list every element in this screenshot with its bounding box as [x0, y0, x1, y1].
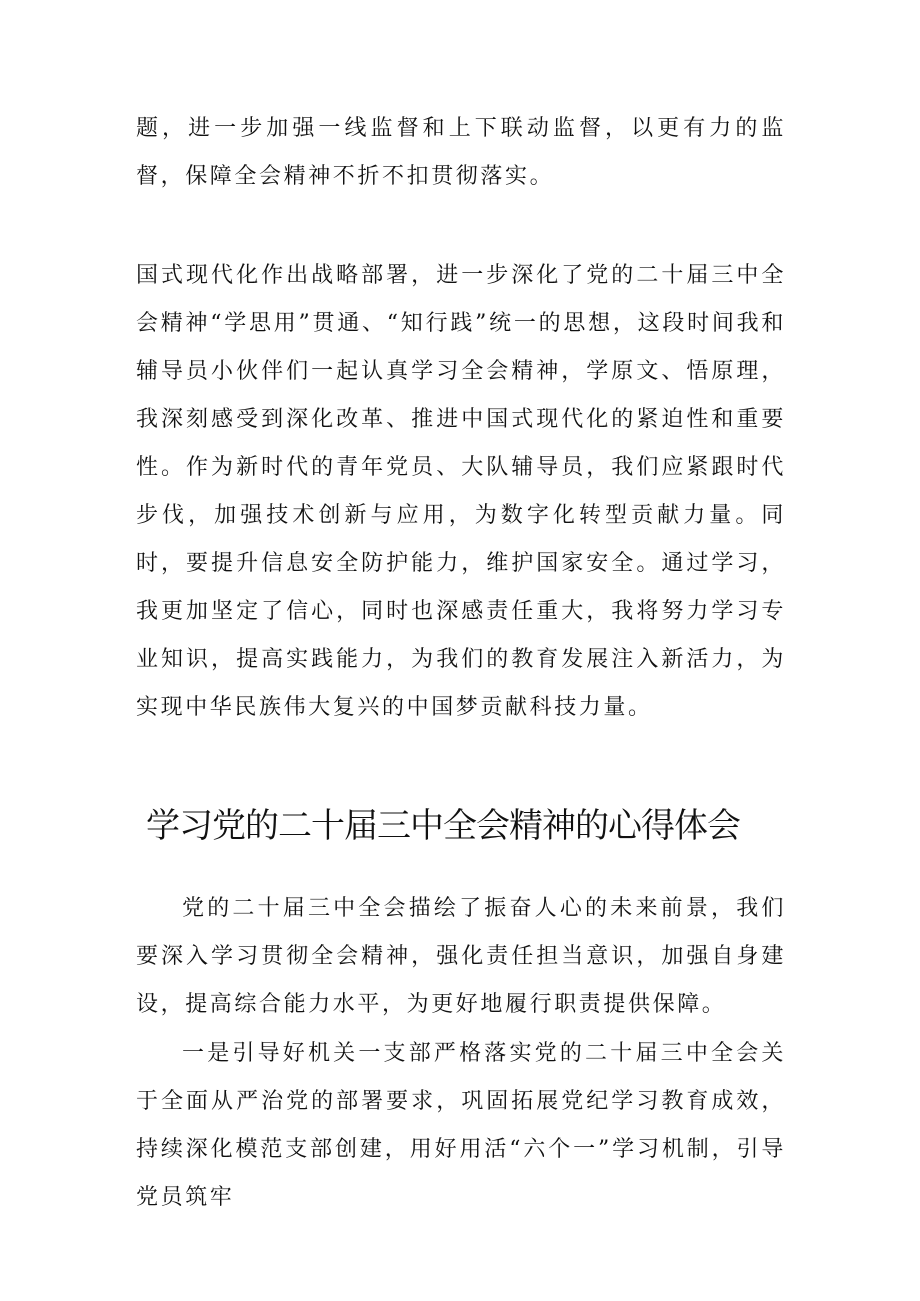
paragraph-continued-2: 国式现代化作出战略部署，进一步深化了党的二十届三中全会精神“学思用”贯通、“知行践”统一的思想，这段时间我和辅导员小伙伴们一起认真学习全会精神，学原文、悟原理，我深刻感受到深化改革、推进中国式现代化的紧迫性和重要性。作为新时代的青年党员、大队辅导员，我们应紧跟时代步伐，加强技术创新与应用，为数字化转型贡献力量。同时，要提升信息安全防护能力，维护国家安全。通过学习，我更加坚定了信心，同时也深感责任重大，我将努力学习专业知识，提高实践能力，为我们的教育发展注入新活力，为实现中华民族伟大复兴的中国梦贡献科技力量。: [136, 263, 786, 720]
paragraph-continued-1: 题，进一步加强一线监督和上下联动监督，以更有力的监督，保障全会精神不折不扣贯彻落实。: [136, 116, 786, 189]
section-heading: 学习党的二十届三中全会精神的心得体会: [146, 806, 740, 846]
paragraph-intro: 党的二十届三中全会描绘了振奋人心的未来前景，我们要深入学习贯彻全会精神，强化责任担当意识，加强自身建设，提高综合能力水平，为更好地履行职责提供保障。: [136, 896, 786, 1017]
paragraph-point-one: 一是引导好机关一支部严格落实党的二十届三中全会关于全面从严治党的部署要求，巩固拓展党纪学习教育成效，持续深化模范支部创建，用好用活“六个一”学习机制，引导党员筑牢: [136, 1041, 786, 1210]
